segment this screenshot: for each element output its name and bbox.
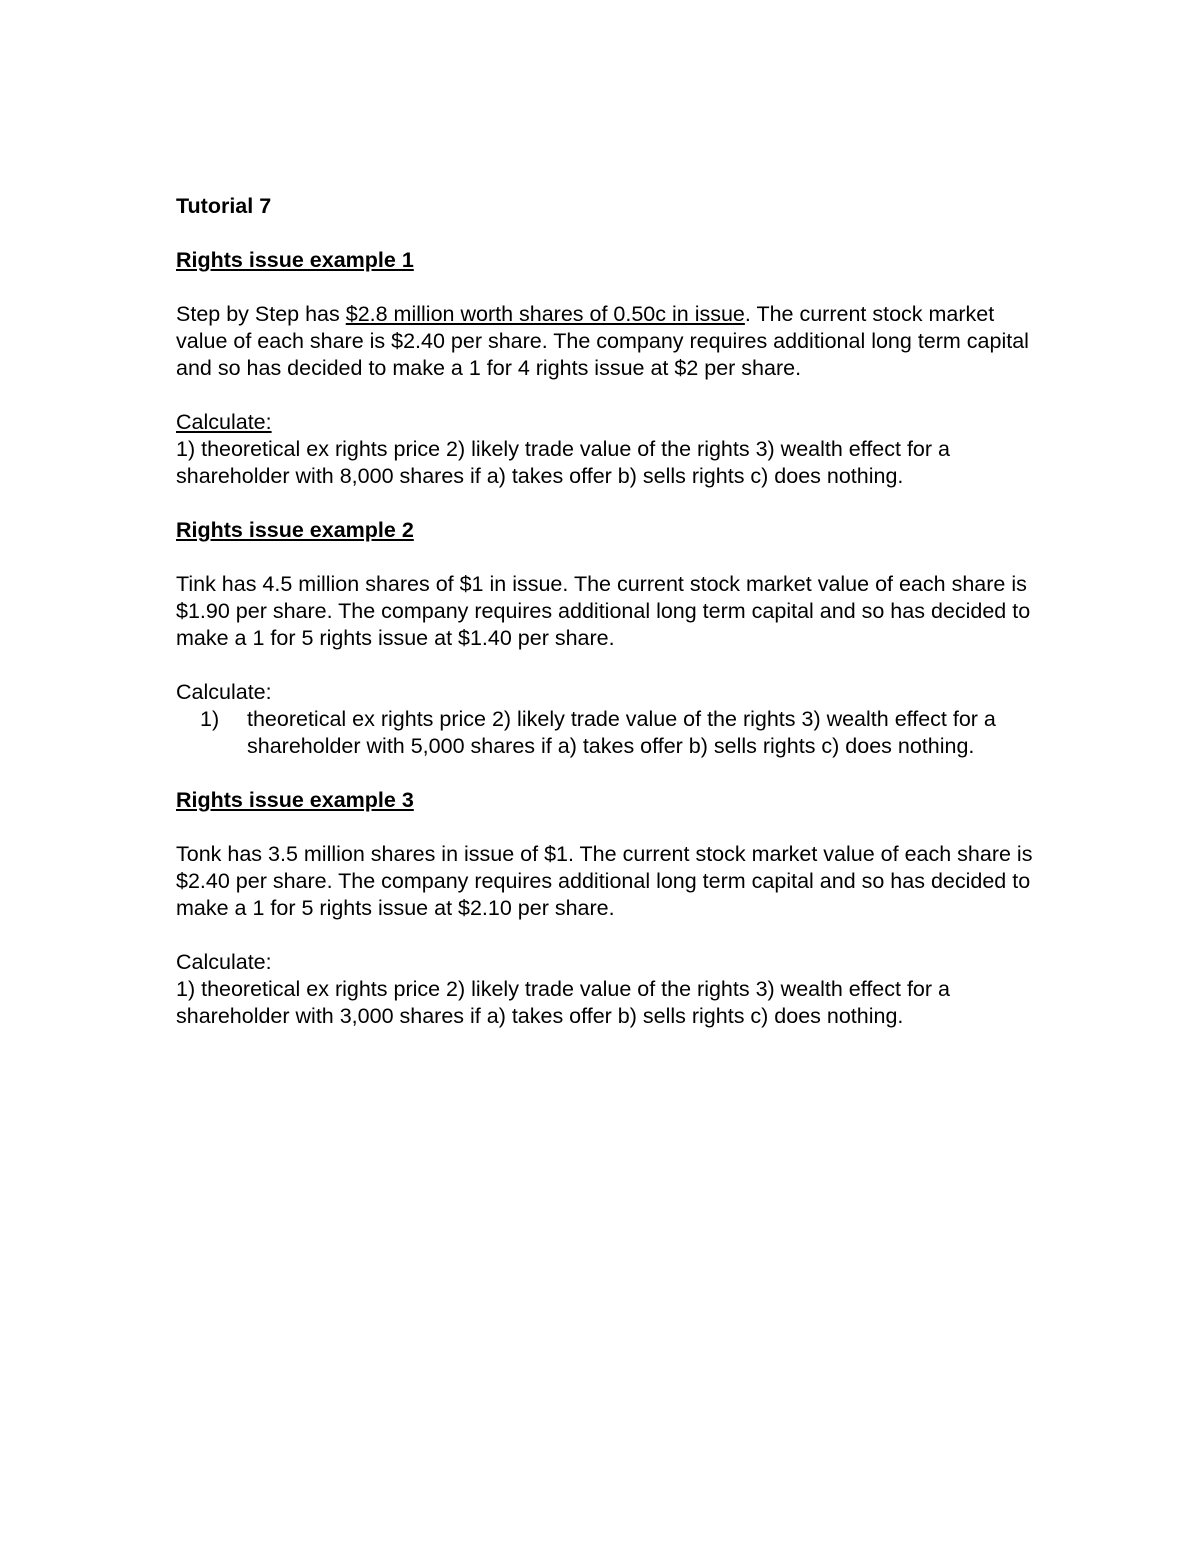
- example-1-calculate-label: Calculate:: [176, 410, 272, 434]
- example-2-heading: Rights issue example 2: [176, 518, 414, 542]
- list-marker: 1): [200, 707, 220, 731]
- document-title: Tutorial 7: [176, 194, 272, 218]
- example-2-section: [176, 517, 1036, 760]
- example-3-calculate: [176, 949, 1036, 1030]
- example-3-body: Tonk has 3.5 million shares in issue of $1. The current stock market value of each share is $2.40 per share. The company requires additional long term capital and so has decided to make a 1 for 5 rights issue at $2.10 per share.: [176, 842, 1033, 920]
- example-2-calculate-list: [176, 706, 1036, 760]
- example-1-body-prefix: Step by Step has: [176, 302, 346, 326]
- example-2-calculate-text: theoretical ex rights price 2) likely trade value of the rights 3) wealth effect for a shareholder with 5,000 shares if a) takes offer b) sells rights c) does nothing.: [247, 707, 996, 758]
- example-3-section: [176, 787, 1036, 1030]
- example-1-body-suffix: . The current stock market value of each share is $2.40 per share. The company requires additional long term capital and so has decided to make a 1 for 4 rights issue at $2 per share.: [176, 302, 1029, 380]
- example-3-calculate-label: Calculate:: [176, 950, 272, 974]
- example-1-calculate-text: 1) theoretical ex rights price 2) likely trade value of the rights 3) wealth effect for a shareholder with 8,000 shares if a) takes offer b) sells rights c) does nothing.: [176, 437, 950, 488]
- example-3-calculate-text: 1) theoretical ex rights price 2) likely trade value of the rights 3) wealth effect for a shareholder with 3,000 shares if a) takes offer b) sells rights c) does nothing.: [176, 977, 950, 1028]
- example-2-body: Tink has 4.5 million shares of $1 in issue. The current stock market value of each share is $1.90 per share. The company requires additional long term capital and so has decided to make a 1 for 5 rights issue at $1.40 per share.: [176, 572, 1031, 650]
- example-1-body-underlined: $2.8 million worth shares of 0.50c in issue: [345, 302, 745, 326]
- example-1-calculate: [176, 409, 1036, 490]
- document-page: [176, 193, 1036, 1057]
- example-3-heading: Rights issue example 3: [176, 788, 414, 812]
- list-item: [176, 706, 1036, 760]
- example-1-section: [176, 247, 1036, 490]
- example-2-calculate-label: Calculate:: [176, 680, 272, 704]
- example-1-heading: Rights issue example 1: [176, 248, 414, 272]
- example-2-calculate: [176, 679, 1036, 760]
- example-1-body: [176, 301, 1036, 382]
